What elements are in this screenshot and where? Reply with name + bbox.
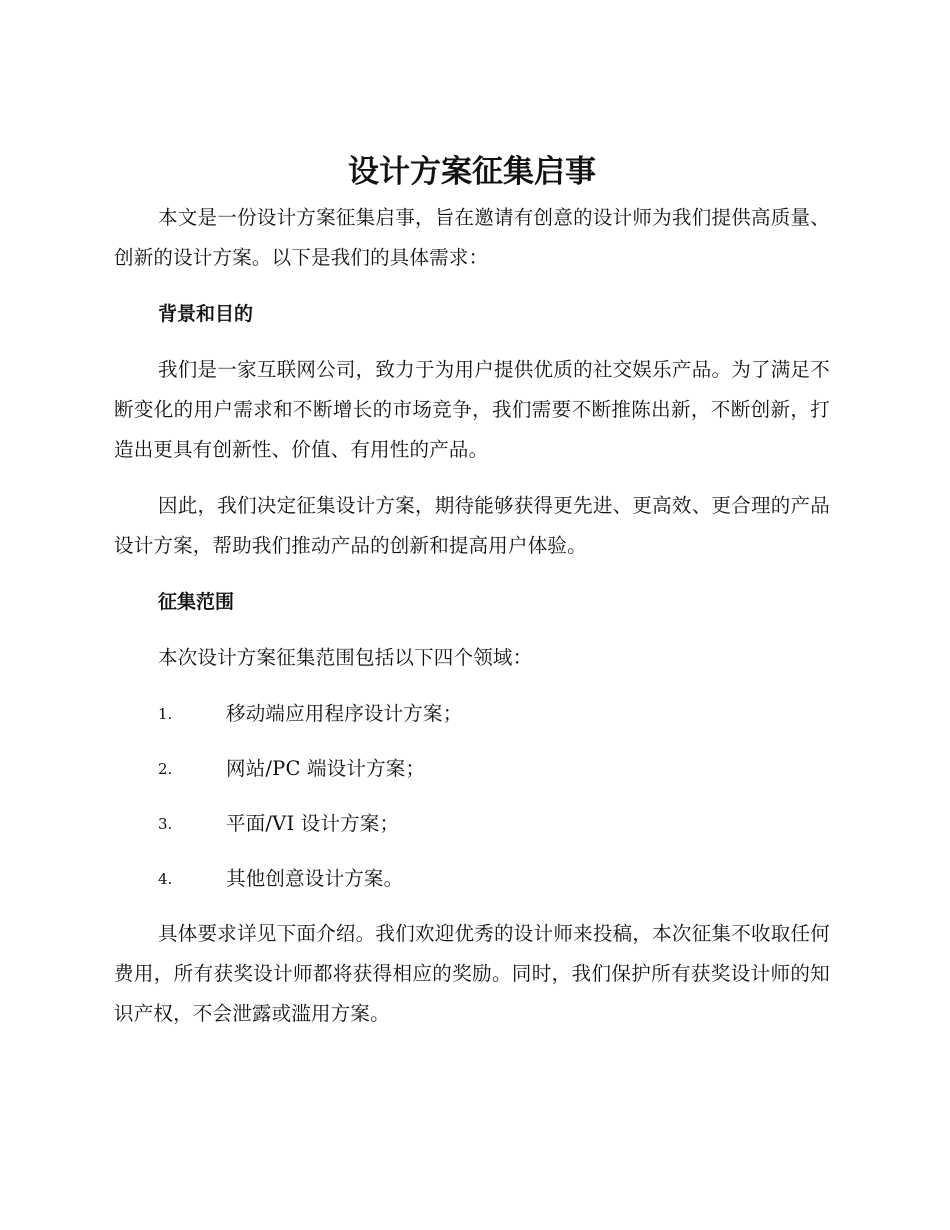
list-item [114, 694, 830, 734]
list-item-number: 1. [158, 705, 173, 723]
spacer [114, 278, 830, 294]
spacer [114, 470, 830, 486]
list-item-number: 2. [158, 760, 173, 778]
section-heading-scope: 征集范围 [158, 591, 235, 613]
intro-paragraph: 本文是一份设计方案征集启事，旨在邀请有创意的设计师为我们提供高质量、创新的设计方案。以下是我们的具体需求： [114, 206, 830, 269]
scope-list [114, 694, 830, 899]
section-heading-background: 背景和目的 [158, 303, 254, 325]
list-item [114, 804, 830, 844]
list-item [114, 859, 830, 899]
list-item [114, 749, 830, 789]
document-page [114, 150, 830, 1034]
list-item-number: 4. [158, 870, 173, 888]
list-item-text: 网站/PC 端设计方案； [226, 757, 426, 780]
list-item-text: 移动端应用程序设计方案； [226, 702, 463, 725]
list-item-text: 平面/VI 设计方案； [226, 812, 400, 835]
list-item-number: 3. [158, 815, 173, 833]
spacer [114, 622, 830, 638]
document-title: 设计方案征集启事 [348, 154, 596, 190]
scope-lead-paragraph: 本次设计方案征集范围包括以下四个领域： [158, 646, 533, 669]
closing-paragraph: 具体要求详见下面介绍。我们欢迎优秀的设计师来投稿，本次征集不收取任何费用，所有获奖设计师都将获得相应的奖励。同时，我们保护所有获奖设计师的知识产权，不会泄露或滥用方案。 [114, 922, 830, 1025]
background-paragraph-2: 因此，我们决定征集设计方案，期待能够获得更先进、更高效、更合理的产品设计方案，帮助我们推动产品的创新和提高用户体验。 [114, 494, 830, 557]
background-paragraph-1: 我们是一家互联网公司，致力于为用户提供优质的社交娱乐产品。为了满足不断变化的用户需求和不断增长的市场竞争，我们需要不断推陈出新，不断创新，打造出更具有创新性、价值、有用性的产品。 [114, 358, 830, 461]
spacer [114, 566, 830, 582]
spacer [114, 334, 830, 350]
spacer [114, 678, 830, 694]
list-item-text: 其他创意设计方案。 [226, 867, 404, 890]
